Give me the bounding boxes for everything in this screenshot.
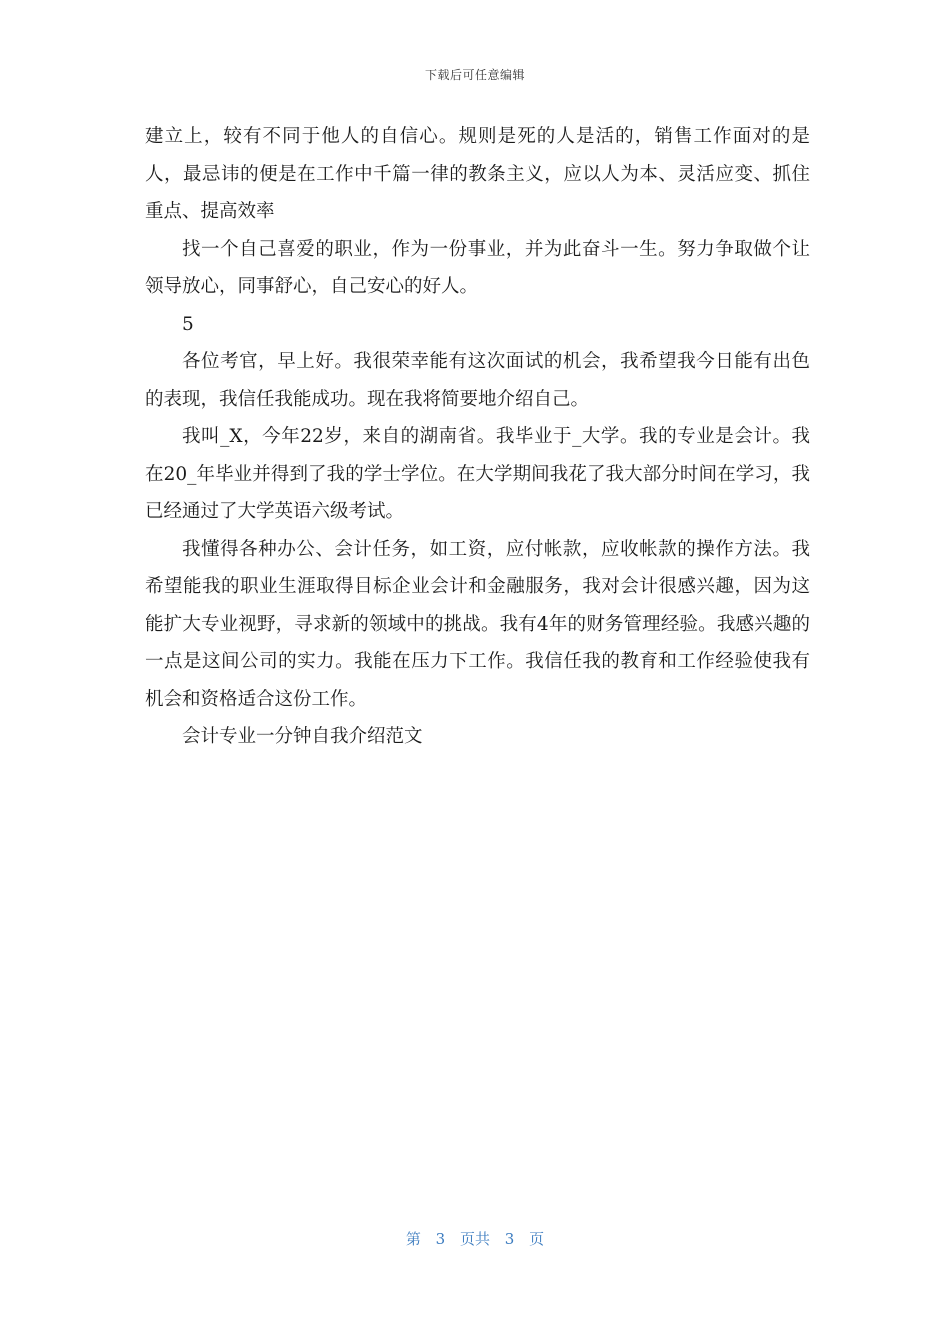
section-number: 5	[182, 313, 194, 335]
paragraph-continuation: 建立上，较有不同于他人的自信心。规则是死的人是活的，销售工作面对的是人，最忌讳的便是在工作中千篇一律的教条主义，应以人为本、灵活应变、抓住重点、提高效率	[145, 126, 810, 222]
paragraph-skills: 我懂得各种办公、会计任务，如工资，应付帐款，应收帐款的操作方法。我希望能我的职业生涯取得目标企业会计和金融服务，我对会计很感兴趣，因为这能扩大专业视野，寻求新的领域中的挑战。我有4年的财务管理经验。我感兴趣的一点是这间公司的实力。我能在压力下工作。我信任我的教育和工作经验使我有机会和资格适合这份工作。	[145, 538, 810, 710]
paragraph-background: 我叫_X，今年22岁，来自的湖南省。我毕业于_大学。我的专业是会计。我在20_年毕业并得到了我的学士学位。在大学期间我花了我大部分时间在学习，我已经通过了大学英语六级考试。	[145, 426, 810, 522]
document-body	[145, 118, 810, 756]
footer-label-end: 页	[529, 1230, 545, 1248]
footer-label-page: 第	[405, 1230, 421, 1248]
page-number-footer	[0, 1228, 950, 1249]
paragraph-career-goal: 找一个自己喜爱的职业，作为一份事业，并为此奋斗一生。努力争取做个让领导放心，同事舒心，自己安心的好人。	[145, 238, 810, 297]
page-header-note: 下载后可任意编辑	[424, 68, 525, 82]
paragraph-next-title: 会计专业一分钟自我介绍范文	[182, 726, 423, 747]
footer-label-of: 页共	[459, 1230, 490, 1248]
footer-total-pages: 3	[504, 1230, 515, 1248]
paragraph-greeting: 各位考官，早上好。我很荣幸能有这次面试的机会，我希望我今日能有出色的表现，我信任我能成功。现在我将简要地介绍自己。	[145, 351, 810, 410]
footer-current-page: 3	[435, 1230, 446, 1248]
